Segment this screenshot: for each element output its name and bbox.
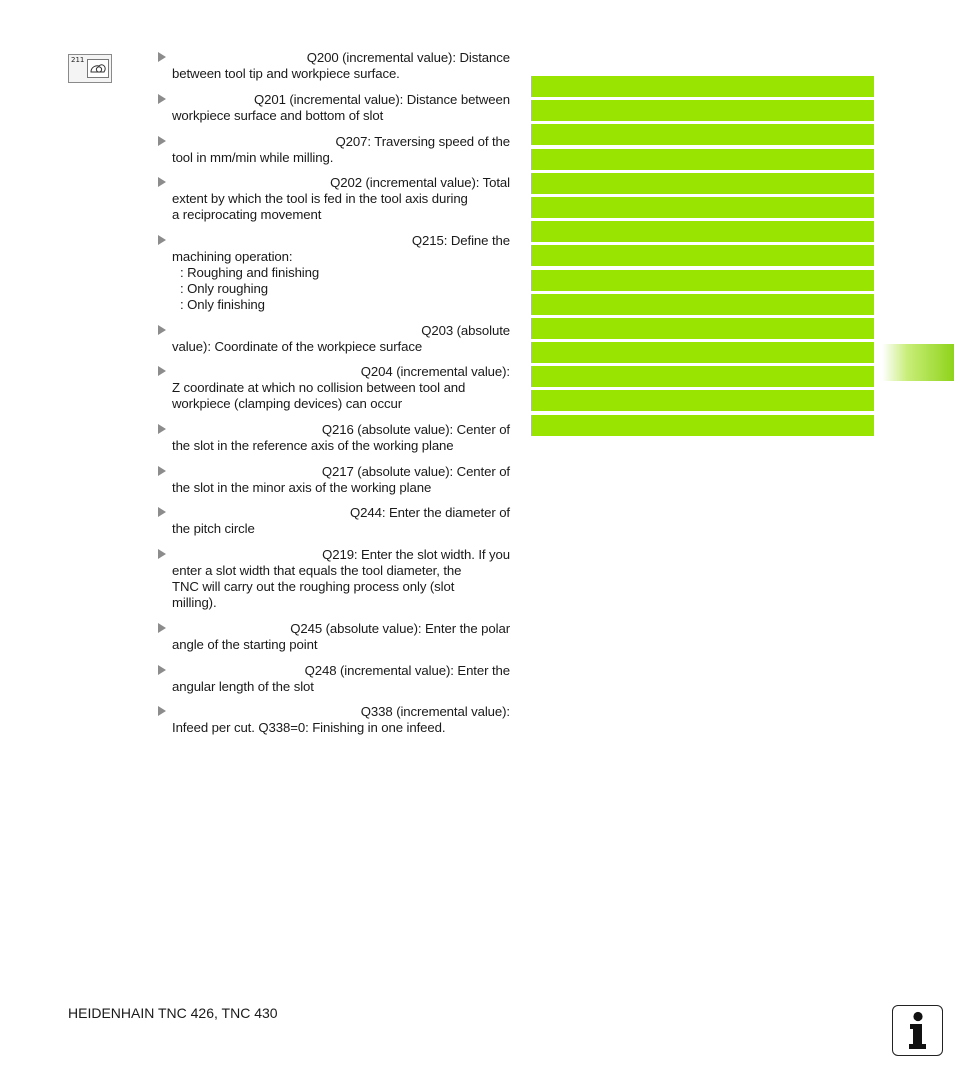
parameter-line: the pitch circle — [172, 521, 255, 536]
highlight-bar — [531, 294, 874, 315]
highlight-bar — [531, 415, 874, 436]
parameter-line: Q244: Enter the diameter of — [349, 505, 510, 520]
highlight-bar — [531, 245, 874, 266]
parameter-option: : Only finishing — [180, 297, 265, 312]
parameter-line: angular length of the slot — [172, 679, 314, 694]
parameter-line: Q203 (absolute — [421, 323, 510, 338]
parameter-text — [172, 464, 510, 496]
bullet-triangle-icon — [158, 706, 166, 716]
highlight-bar — [531, 100, 874, 121]
parameter-line: milling). — [172, 595, 217, 610]
bullet-triangle-icon — [158, 466, 166, 476]
highlight-bar — [531, 124, 874, 145]
parameter-text — [172, 422, 510, 454]
parameter-item — [158, 233, 510, 313]
cycle-number: 211 — [71, 56, 85, 64]
parameter-text — [172, 704, 510, 736]
parameter-item — [158, 704, 510, 736]
parameter-item — [158, 505, 510, 537]
chapter-tab-marker — [882, 344, 954, 381]
bullet-triangle-icon — [158, 665, 166, 675]
bullet-triangle-icon — [158, 366, 166, 376]
parameter-item — [158, 364, 510, 412]
parameter-line: the slot in the reference axis of the working plane — [172, 438, 454, 453]
parameter-text — [172, 233, 510, 313]
parameter-line: the slot in the minor axis of the working plane — [172, 480, 432, 495]
parameter-item — [158, 134, 510, 166]
parameter-line: Q207: Traversing speed of the — [335, 134, 510, 149]
parameter-text — [172, 323, 510, 355]
parameter-line: workpiece surface and bottom of slot — [172, 108, 384, 123]
parameter-line: Q216 (absolute value): Center of — [321, 422, 510, 437]
parameter-text — [172, 663, 510, 695]
bullet-triangle-icon — [158, 623, 166, 633]
parameter-line: Q217 (absolute value): Center of — [321, 464, 510, 479]
bullet-triangle-icon — [158, 94, 166, 104]
parameter-line: enter a slot width that equals the tool diameter, the — [172, 563, 462, 578]
parameter-item — [158, 621, 510, 653]
parameter-text — [172, 364, 510, 412]
parameter-line: Infeed per cut. Q338=0: Finishing in one infeed. — [172, 720, 446, 735]
parameter-line: extent by which the tool is fed in the tool axis during — [172, 191, 468, 206]
highlight-bar — [531, 149, 874, 170]
parameter-line: Q201 (incremental value): Distance between — [253, 92, 510, 107]
bullet-triangle-icon — [158, 549, 166, 559]
highlight-bar — [531, 76, 874, 97]
parameter-line: value): Coordinate of the workpiece surface — [172, 339, 423, 354]
highlight-bar — [531, 197, 874, 218]
parameter-line: Q204 (incremental value): — [360, 364, 510, 379]
footer-product-name: HEIDENHAIN TNC 426, TNC 430 — [68, 1005, 278, 1021]
parameter-line: Z coordinate at which no collision between tool and — [172, 380, 466, 395]
parameter-line: Q219: Enter the slot width. If you — [322, 547, 510, 562]
parameter-line: between tool tip and workpiece surface. — [172, 66, 400, 81]
parameter-item — [158, 547, 510, 611]
highlight-bar — [531, 366, 874, 387]
parameter-line: tool in mm/min while milling. — [172, 150, 334, 165]
highlight-bar — [531, 221, 874, 242]
parameter-item — [158, 92, 510, 124]
highlight-bar — [531, 342, 874, 363]
parameter-text — [172, 134, 510, 166]
parameter-text — [172, 92, 510, 124]
bullet-triangle-icon — [158, 507, 166, 517]
parameter-line: angle of the starting point — [172, 637, 318, 652]
parameter-line: Q338 (incremental value): — [360, 704, 510, 719]
bullet-triangle-icon — [158, 424, 166, 434]
parameter-text — [172, 547, 510, 611]
parameter-text — [172, 505, 510, 537]
slot-tool-icon — [87, 59, 109, 78]
parameter-line: Q200 (incremental value): Distance — [306, 50, 510, 65]
parameter-item — [158, 422, 510, 454]
bullet-triangle-icon — [158, 136, 166, 146]
parameter-text — [172, 50, 510, 82]
parameter-line: workpiece (clamping devices) can occur — [172, 396, 403, 411]
parameter-item — [158, 663, 510, 695]
highlight-bar — [531, 270, 874, 291]
info-icon — [892, 1005, 943, 1056]
parameter-line: a reciprocating movement — [172, 207, 322, 222]
parameter-line: Q202 (incremental value): Total — [330, 175, 510, 190]
parameter-text — [172, 621, 510, 653]
highlight-bars — [531, 76, 874, 439]
highlight-bar — [531, 390, 874, 411]
cycle-211-icon — [68, 54, 112, 83]
parameter-item — [158, 50, 510, 82]
bullet-triangle-icon — [158, 52, 166, 62]
highlight-bar — [531, 173, 874, 194]
parameter-item — [158, 464, 510, 496]
parameter-option: : Only roughing — [180, 281, 268, 296]
highlight-bar — [531, 318, 874, 339]
bullet-triangle-icon — [158, 325, 166, 335]
parameter-text — [172, 175, 510, 223]
parameter-line: Q245 (absolute value): Enter the polar — [290, 621, 510, 636]
parameter-line: Q248 (incremental value): Enter the — [304, 663, 510, 678]
parameter-option: : Roughing and finishing — [180, 265, 320, 280]
parameter-item — [158, 323, 510, 355]
bullet-triangle-icon — [158, 235, 166, 245]
bullet-triangle-icon — [158, 177, 166, 187]
parameter-line: machining operation: — [172, 249, 293, 264]
parameter-line: Q215: Define the — [411, 233, 510, 248]
parameter-line: TNC will carry out the roughing process only (slot — [172, 579, 455, 594]
parameter-item — [158, 175, 510, 223]
